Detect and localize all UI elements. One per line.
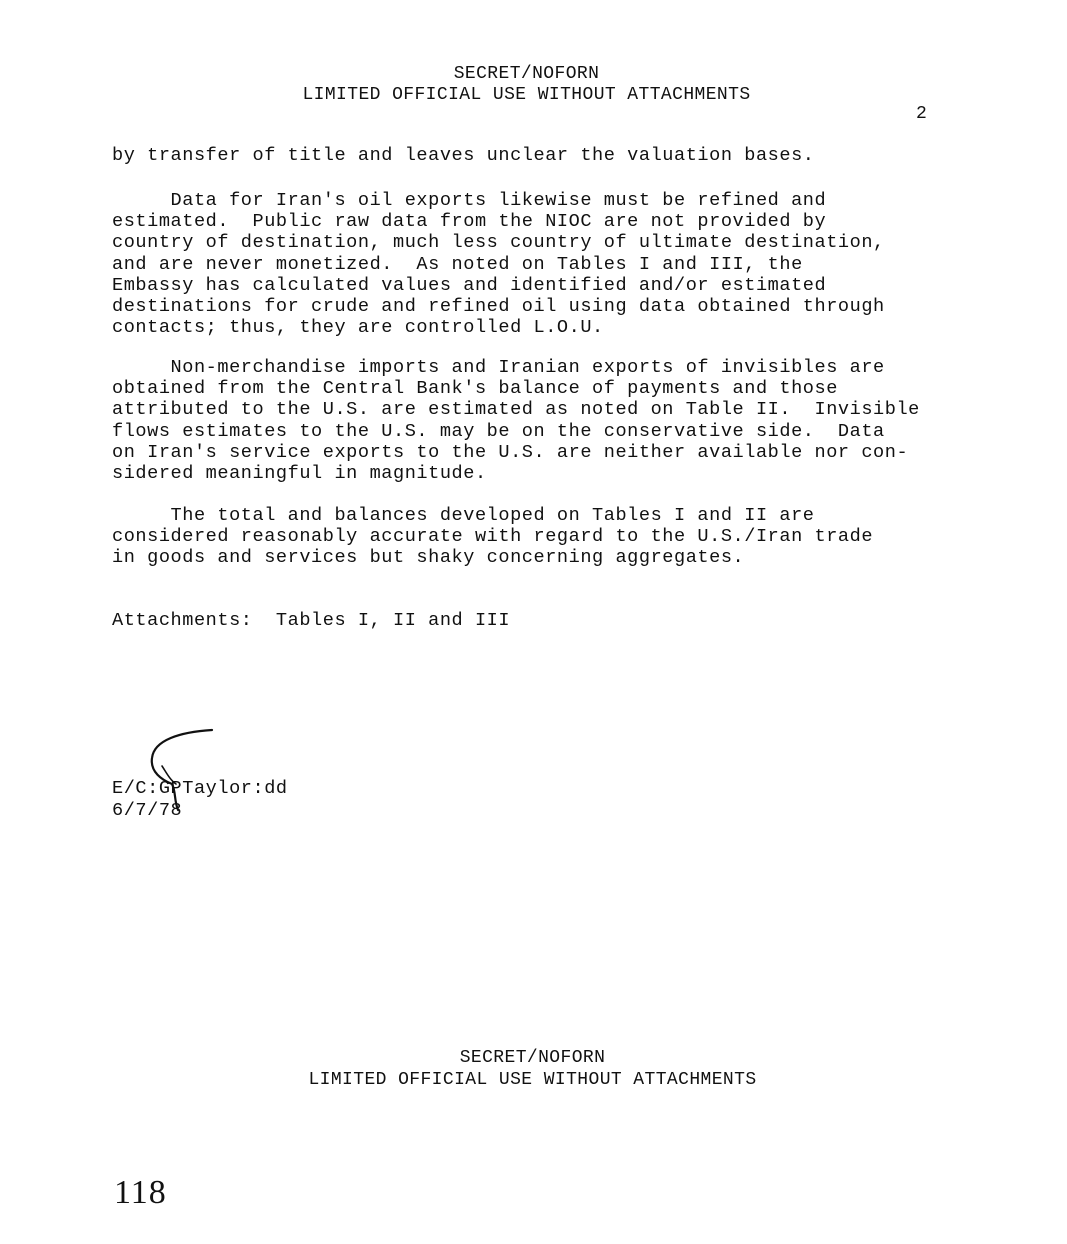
paragraph-oil-exports: Data for Iran's oil exports likewise must be refined and estimated. Public raw data from the NIOC are not provided by country of destination, much less country of ultimate destination, and are never monetized. As noted on Tables I and III, the Embassy has calculated values and identified and/or estimated destinations for crude and refined oil using data obtained through contacts; thus, they are controlled L.O.U. <box>112 190 885 339</box>
drafted-date: 6/7/78 <box>112 800 183 821</box>
footer-handling: LIMITED OFFICIAL USE WITHOUT ATTACHMENTS <box>308 1070 757 1090</box>
page-number: 2 <box>916 104 927 124</box>
drafter-block <box>110 722 380 832</box>
paragraph-lead: by transfer of title and leaves unclear the valuation bases. <box>112 145 815 166</box>
footer-classification: SECRET/NOFORN <box>459 1048 606 1068</box>
folio-number: 118 <box>114 1174 167 1211</box>
paragraph-totals: The total and balances developed on Tables I and II are considered reasonably accurate with regard to the U.S./Iran trade in goods and services but shaky concerning aggregates. <box>112 505 874 569</box>
header-classification: SECRET/NOFORN <box>453 64 600 84</box>
header-handling: LIMITED OFFICIAL USE WITHOUT ATTACHMENTS <box>302 85 751 105</box>
classification-footer <box>0 1047 1065 1091</box>
attachments-line: Attachments: Tables I, II and III <box>112 610 511 631</box>
classification-header <box>0 64 1053 106</box>
paragraph-invisibles: Non-merchandise imports and Iranian exports of invisibles are obtained from the Central Bank's balance of payments and those attributed to the U.S. are estimated as noted on Table II. Invisible flows estimates to the U.S. may be on the conservative side. Data on Iran's service exports to the U.S. are neither available nor con- sidered meaningful in magnitude. <box>112 357 920 485</box>
drafter-line: E/C:GPTaylor:dd <box>112 778 288 799</box>
